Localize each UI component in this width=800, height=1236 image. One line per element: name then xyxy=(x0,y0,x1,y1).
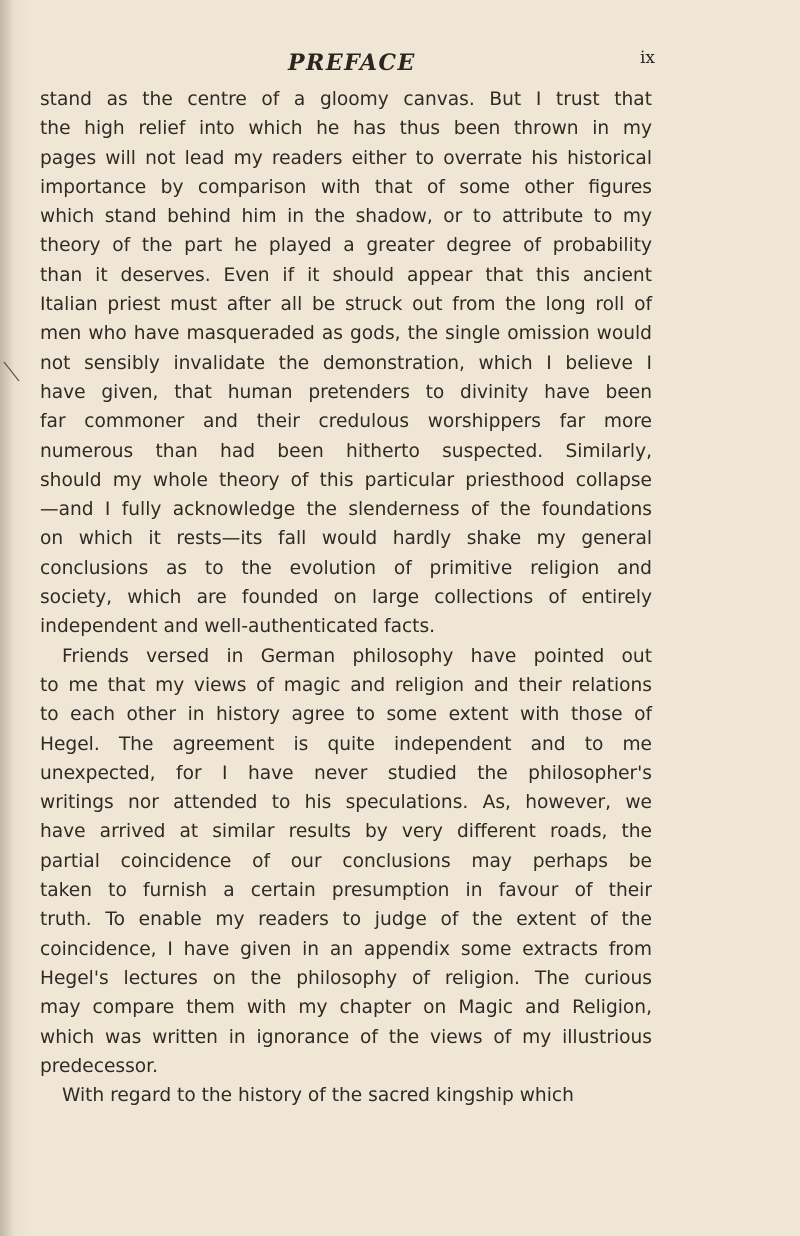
text-line: taken to furnish a certain presumption in favour of their xyxy=(40,880,652,902)
paragraph-2 xyxy=(40,642,652,1081)
text-line: stand as the centre of a gloomy canvas. But I trust that xyxy=(40,89,652,110)
text-line: which was written in ignorance of the views of my illustrious xyxy=(40,1026,652,1048)
text-line: which stand behind him in the shadow, or to attribute to my xyxy=(40,206,652,228)
text-line: far commoner and their credulous worshippers far more xyxy=(40,411,652,433)
running-head: PREFACE xyxy=(288,50,416,76)
text-line: partial coincidence of our conclusions may perhaps be xyxy=(40,850,652,872)
pencil-mark-icon xyxy=(2,360,22,384)
page-number: ix xyxy=(640,48,656,68)
text-line: Friends versed in German philosophy have pointed out xyxy=(62,645,652,667)
text-line: independent and well-authenticated facts. xyxy=(40,616,436,638)
text-line: may compare them with my chapter on Magic and Religion, xyxy=(40,997,652,1019)
text-line: should my whole theory of this particular priesthood collapse xyxy=(40,469,652,491)
page-header xyxy=(0,48,800,88)
text-line: importance by comparison with that of some other figures xyxy=(40,176,652,198)
text-line: conclusions as to the evolution of primitive religion and xyxy=(40,557,652,579)
text-line: predecessor. xyxy=(40,1055,158,1077)
text-line: Hegel. The agreement is quite independent and to me xyxy=(40,733,652,755)
text-line: With regard to the history of the sacred kingship which xyxy=(62,1085,574,1107)
text-line: numerous than had been hitherto suspected. Similarly, xyxy=(40,440,652,462)
text-line: to me that my views of magic and religion and their relations xyxy=(40,674,652,696)
paragraph-3 xyxy=(40,1081,652,1110)
text-line: have arrived at similar results by very different roads, the xyxy=(40,821,652,843)
text-line: the high relief into which he has thus been thrown in my xyxy=(40,118,652,140)
text-line: than it deserves. Even if it should appear that this ancient xyxy=(40,264,652,286)
paragraph-1 xyxy=(40,85,652,642)
text-line: theory of the part he played a greater degree of probability xyxy=(40,235,652,257)
text-line: on which it rests—its fall would hardly shake my general xyxy=(40,528,652,550)
text-line: have given, that human pretenders to divinity have been xyxy=(40,381,652,403)
text-line: Italian priest must after all be struck out from the long roll of xyxy=(40,294,652,316)
text-line: Hegel's lectures on the philosophy of religion. The curious xyxy=(40,967,652,989)
text-line: —and I fully acknowledge the slenderness of the foundations xyxy=(40,499,652,521)
text-line: pages will not lead my readers either to overrate his historical xyxy=(40,147,652,169)
text-line: coincidence, I have given in an appendix some extracts from xyxy=(40,938,652,960)
text-line: writings nor attended to his speculations. As, however, we xyxy=(40,792,652,814)
text-line: truth. To enable my readers to judge of the extent of the xyxy=(40,909,652,931)
page-gutter-shadow xyxy=(0,0,14,1236)
text-line: to each other in history agree to some extent with those of xyxy=(40,704,652,726)
text-line: unexpected, for I have never studied the philosopher's xyxy=(40,762,652,784)
body-text xyxy=(40,85,652,1110)
text-line: society, which are founded on large collections of entirely xyxy=(40,587,652,609)
text-line: men who have masqueraded as gods, the single omission would xyxy=(40,323,652,345)
text-line: not sensibly invalidate the demonstration, which I believe I xyxy=(40,352,652,374)
